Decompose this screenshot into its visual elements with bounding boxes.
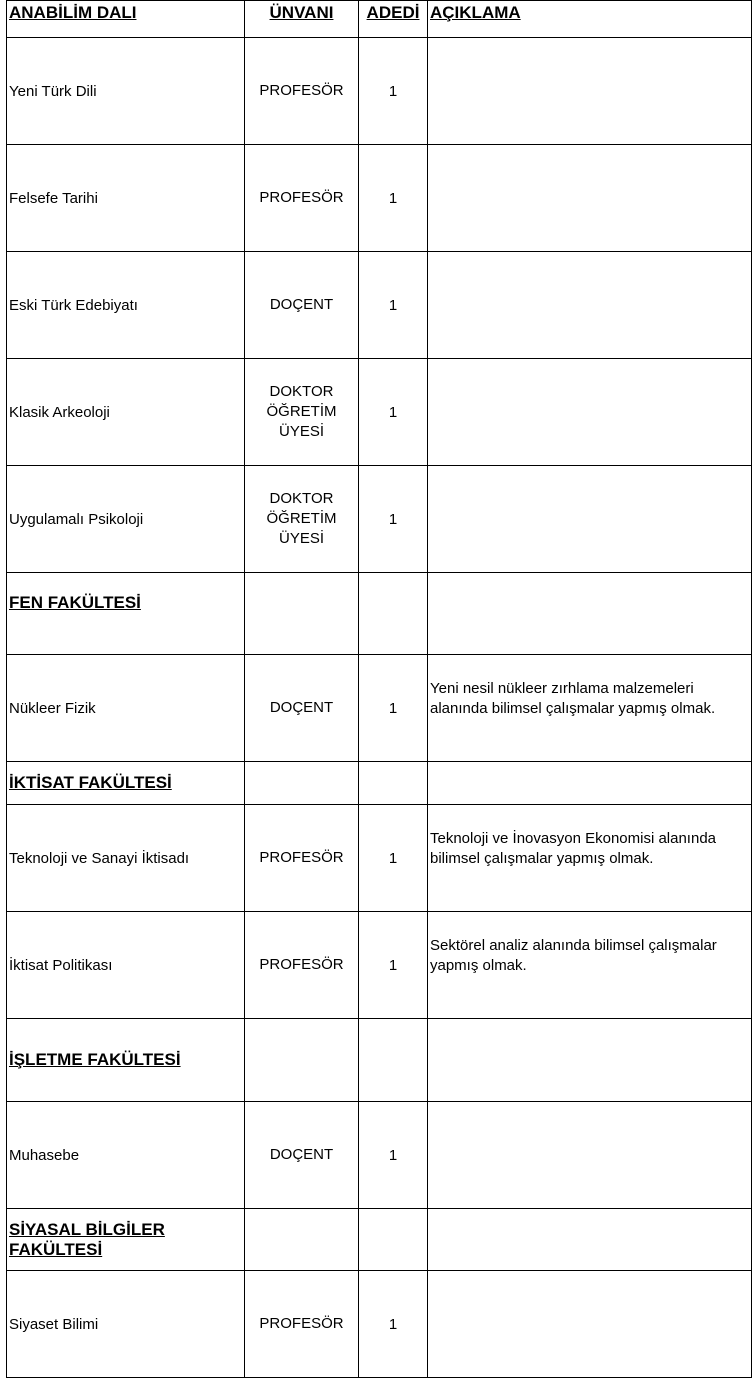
empty-cell — [359, 573, 428, 655]
department-cell: Yeni Türk Dili — [7, 38, 245, 145]
title-line: PROFESÖR — [259, 189, 344, 206]
description-line: Sektörel analiz alanında bilimsel çalışmalar — [430, 937, 717, 954]
title-line: PROFESÖR — [259, 956, 344, 973]
title-line: ÜYESİ — [278, 423, 324, 440]
description-cell — [428, 1102, 752, 1209]
department-cell: Felsefe Tarihi — [7, 145, 245, 252]
description-cell — [428, 252, 752, 359]
faculty-heading: İKTİSAT FAKÜLTESİ — [7, 762, 245, 805]
table-row — [7, 912, 752, 1019]
count-cell: 1 — [359, 145, 428, 252]
title-cell — [245, 359, 359, 466]
title-cell — [245, 1271, 359, 1378]
empty-cell — [428, 573, 752, 655]
table-row — [7, 1271, 752, 1378]
title-line: ÜYESİ — [278, 530, 324, 547]
title-line: DOÇENT — [269, 1146, 334, 1163]
staff-positions-table — [6, 0, 752, 1378]
empty-cell — [359, 762, 428, 805]
empty-cell — [428, 1209, 752, 1271]
description-line: Yeni nesil nükleer zırhlama malzemeleri — [430, 680, 694, 697]
description-line: bilimsel çalışmalar yapmış olmak. — [430, 850, 654, 867]
title-line: DOKTOR — [269, 383, 334, 400]
department-cell: Eski Türk Edebiyatı — [7, 252, 245, 359]
title-line: PROFESÖR — [259, 1315, 344, 1332]
title-cell — [245, 655, 359, 762]
department-cell: Uygulamalı Psikoloji — [7, 466, 245, 573]
count-cell: 1 — [359, 655, 428, 762]
empty-cell — [359, 1209, 428, 1271]
count-cell: 1 — [359, 805, 428, 912]
empty-cell — [428, 1019, 752, 1102]
faculty-heading: SİYASAL BİLGİLER FAKÜLTESİ — [7, 1209, 245, 1271]
faculty-heading: İŞLETME FAKÜLTESİ — [7, 1019, 245, 1102]
description-cell — [428, 359, 752, 466]
faculty-row — [7, 1209, 752, 1271]
empty-cell — [245, 1019, 359, 1102]
description-cell — [428, 655, 752, 762]
count-cell: 1 — [359, 1102, 428, 1209]
title-line: ÖĞRETİM — [266, 510, 337, 527]
count-cell: 1 — [359, 359, 428, 466]
title-line: PROFESÖR — [259, 82, 344, 99]
table-header-row — [7, 1, 752, 38]
table-row — [7, 655, 752, 762]
table-row — [7, 1102, 752, 1209]
description-cell — [428, 38, 752, 145]
title-cell — [245, 466, 359, 573]
header-department: ANABİLİM DALI — [7, 1, 245, 38]
empty-cell — [245, 762, 359, 805]
table-row — [7, 252, 752, 359]
title-cell — [245, 912, 359, 1019]
table-row — [7, 145, 752, 252]
table-row — [7, 466, 752, 573]
title-cell — [245, 1102, 359, 1209]
description-cell — [428, 466, 752, 573]
count-cell: 1 — [359, 252, 428, 359]
faculty-row — [7, 1019, 752, 1102]
empty-cell — [359, 1019, 428, 1102]
title-line: DOÇENT — [269, 296, 334, 313]
description-cell — [428, 805, 752, 912]
description-line: Teknoloji ve İnovasyon Ekonomisi alanında — [430, 830, 717, 847]
header-count: ADEDİ — [359, 1, 428, 38]
title-line: DOKTOR — [269, 490, 334, 507]
department-cell: İktisat Politikası — [7, 912, 245, 1019]
title-line: DOÇENT — [269, 699, 334, 716]
count-cell: 1 — [359, 912, 428, 1019]
title-cell — [245, 38, 359, 145]
department-cell: Nükleer Fizik — [7, 655, 245, 762]
department-cell: Klasik Arkeoloji — [7, 359, 245, 466]
empty-cell — [245, 1209, 359, 1271]
header-description: AÇIKLAMA — [428, 1, 752, 38]
department-cell: Muhasebe — [7, 1102, 245, 1209]
description-cell — [428, 912, 752, 1019]
title-cell — [245, 252, 359, 359]
department-cell: Siyaset Bilimi — [7, 1271, 245, 1378]
description-cell — [428, 1271, 752, 1378]
table-row — [7, 805, 752, 912]
faculty-heading: FEN FAKÜLTESİ — [7, 573, 245, 655]
description-line: yapmış olmak. — [430, 957, 527, 974]
title-cell — [245, 805, 359, 912]
table-row — [7, 38, 752, 145]
title-cell — [245, 145, 359, 252]
count-cell: 1 — [359, 1271, 428, 1378]
faculty-row — [7, 762, 752, 805]
title-line: PROFESÖR — [259, 849, 344, 866]
description-line: alanında bilimsel çalışmalar yapmış olmak. — [430, 700, 716, 717]
department-cell: Teknoloji ve Sanayi İktisadı — [7, 805, 245, 912]
description-cell — [428, 145, 752, 252]
staff-positions-table-wrapper — [6, 0, 751, 1378]
faculty-row — [7, 573, 752, 655]
count-cell: 1 — [359, 466, 428, 573]
table-row — [7, 359, 752, 466]
empty-cell — [428, 762, 752, 805]
title-line: ÖĞRETİM — [266, 403, 337, 420]
header-title: ÜNVANI — [245, 1, 359, 38]
empty-cell — [245, 573, 359, 655]
count-cell: 1 — [359, 38, 428, 145]
